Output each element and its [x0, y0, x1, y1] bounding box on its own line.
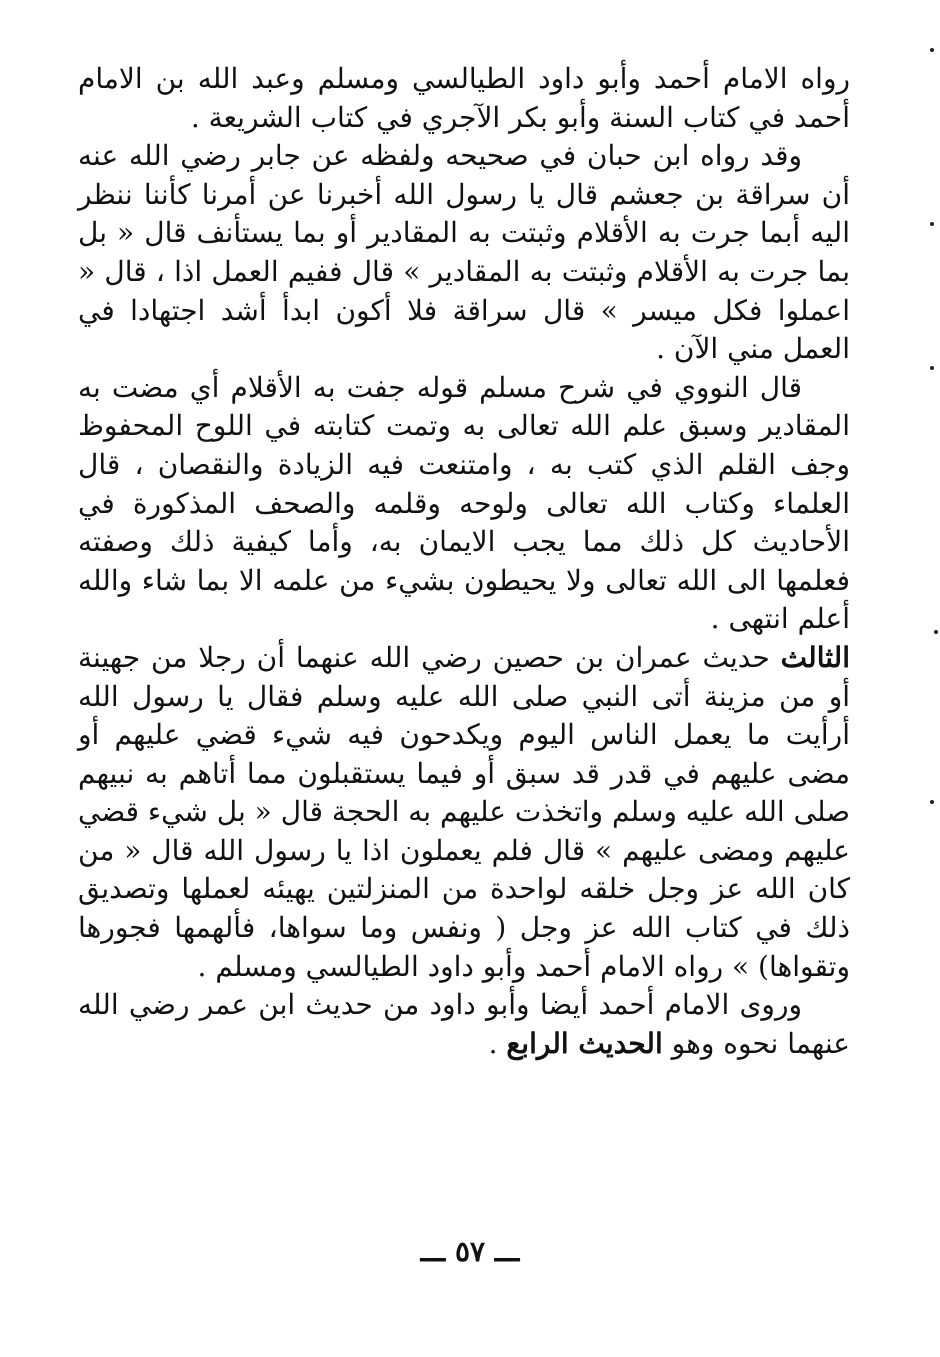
margin-mark — [930, 48, 934, 52]
paragraph-1-text: رواه الامام أحمد وأبو داود الطيالسي ومسلم وعبد الله بن الامام أحمد في كتاب السنة وأبو بكر الآجري في كتاب الشريعة . — [78, 62, 850, 134]
margin-mark — [934, 630, 938, 634]
margin-mark — [930, 800, 934, 804]
page-body-text — [78, 60, 850, 1063]
paragraph-3 — [78, 369, 850, 639]
page-number: ـــ ٥٧ ـــ — [420, 1235, 520, 1268]
paragraph-5-heading: الحديث الرابع — [506, 1026, 663, 1060]
paragraph-2-text: وقد رواه ابن حبان في صحيحه ولفظه عن جابر رضي الله عنه أن سراقة بن جعشم قال يا رسول الله أخبرنا عن أمرنا كأننا ننظر اليه أبما جرت به الأقلام وثبتت به المقادير أو بما يستأنف قال « بل بما جرت به الأقلام وثبتت به المقادير » قال ففيم العمل اذا ، قال « اعملوا فكل ميسر » قال سراقة فلا أكون ابدأ أشد اجتهادا في العمل مني الآن . — [78, 139, 850, 366]
margin-mark — [930, 222, 934, 226]
margin-mark — [930, 366, 934, 370]
paragraph-1 — [78, 60, 850, 137]
paragraph-4-text: حديث عمران بن حصين رضي الله عنهما أن رجلا من جهينة أو من مزينة أتى النبي صلى الله عليه وسلم فقال يا رسول الله أرأيت ما يعمل الناس اليوم ويكدحون فيه شيء قضي عليهم أو مضى عليهم في قدر قد سبق أو فيما يستقبلون مما أتاهم به نبيهم صلى الله عليه وسلم واتخذت عليهم به الحجة قال « بل شيء قضي عليهم ومضى عليهم » قال فلم يعملون اذا يا رسول الله قال « من كان الله عز وجل خلقه لواحدة من المنزلتين يهيئه لعملها وتصديق ذلك في كتاب الله عز وجل ( ونفس وما سواها، فألهمها فجورها وتقواها) » رواه الامام أحمد وأبو داود الطيالسي ومسلم . — [78, 640, 850, 983]
paragraph-5-end: . — [488, 1026, 507, 1060]
paragraph-4-heading: الثالث — [780, 640, 850, 674]
paragraph-5 — [78, 986, 850, 1063]
paragraph-2 — [78, 137, 850, 369]
paragraph-3-text: قال النووي في شرح مسلم قوله جفت به الأقلام أي مضت به المقادير وسبق علم الله تعالى به وتمت كتابته في اللوح المحفوظ وجف القلم الذي كتب به ، وامتنعت فيه الزيادة والنقصان ، قال العلماء وكتاب الله تعالى ولوحه وقلمه والصحف المذكورة في الأحاديث كل ذلك مما يجب الايمان به، وأما كيفية ذلك وصفته فعلمها الى الله تعالى ولا يحيطون بشيء من علمه الا بما شاء والله أعلم انتهى . — [78, 370, 850, 636]
paragraph-4 — [78, 639, 850, 986]
paragraph-5-text: وروى الامام أحمد أيضا وأبو داود من حديث ابن عمر رضي الله عنهما نحوه وهو — [78, 988, 850, 1060]
